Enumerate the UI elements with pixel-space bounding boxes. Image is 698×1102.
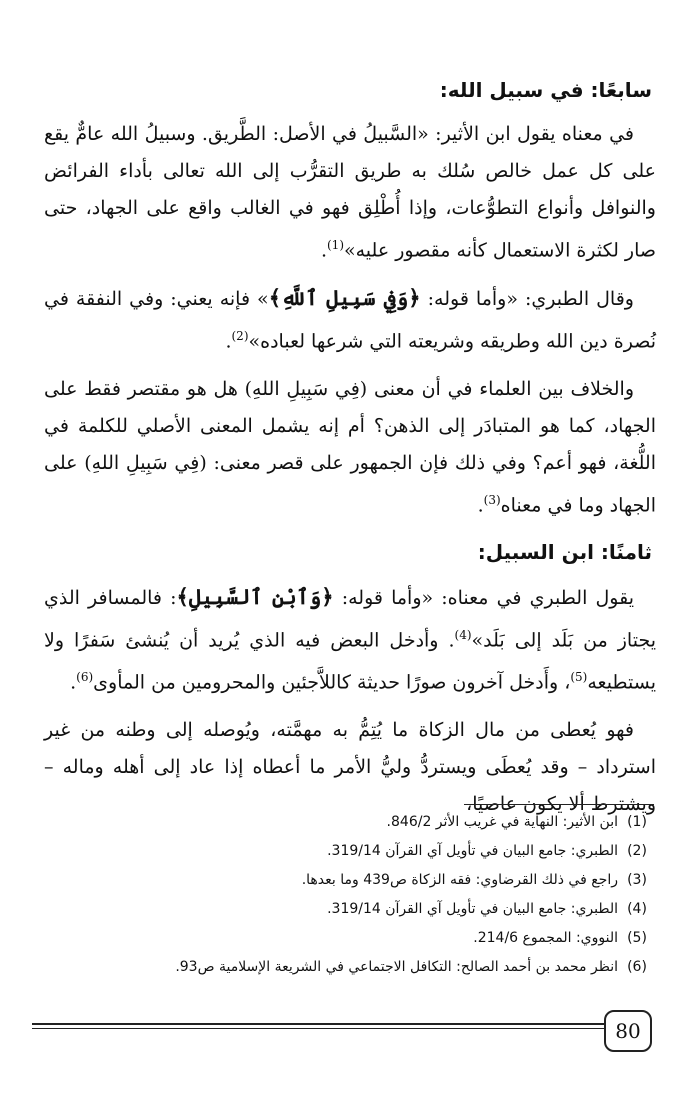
footnote (44, 843, 656, 872)
footnote-ref: (3) (483, 492, 501, 507)
footnote (44, 930, 656, 959)
footnote-text: ابن الأثير: النهاية في غريب الأثر 846/2. (386, 814, 618, 830)
footnote-text: راجع في ذلك القرضاوي: فقه الزكاة ص439 وما بعدها. (301, 872, 618, 888)
footnotes (44, 814, 656, 988)
paragraph-text: وقال الطبري: «وأما قوله: (420, 288, 634, 311)
footnote-text: انظر محمد بن أحمد الصالح: التكافل الاجتماعي في الشريعة الإسلامية ص93. (175, 959, 618, 975)
footnote (44, 901, 656, 930)
paragraph-end: . (225, 330, 232, 353)
footnote-ref: (1) (326, 238, 344, 252)
footnote-text: الطبري: جامع البيان في تأويل آي القرآن 319/14. (327, 843, 618, 859)
footnote (44, 959, 656, 988)
footer-rule (32, 1023, 604, 1025)
paragraph-text: : فالمسافر الذي يجتاز من بَلَد إلى بَلَد» (44, 586, 657, 652)
paragraph-text: يقول الطبري في معناه: «وأما قوله: (333, 586, 635, 609)
paragraph-end: . (320, 239, 327, 262)
footnote-ref: (2) (231, 329, 249, 344)
footnote-text: النووي: المجموع 214/6. (473, 930, 618, 946)
paragraph (44, 279, 656, 360)
footnote-number: (3) (627, 872, 647, 888)
section-heading-ibn-sabil: ثامنًا: ابن السبيل: (477, 539, 652, 564)
footnote-ref: (6) (76, 670, 94, 685)
footnote-ref: (4) (454, 627, 472, 642)
footnote-number: (6) (627, 959, 647, 975)
body-text (44, 78, 656, 833)
footnote-text: الطبري: جامع البيان في تأويل آي القرآن 319/14. (327, 901, 618, 917)
footer-rule (32, 1028, 604, 1029)
footnote-separator (464, 804, 654, 805)
footnote-number: (5) (627, 930, 647, 946)
paragraph-text: ، وأَدخل آخرون صورًا حديثة كاللاَّجئين والمحرومين من المأوى (93, 671, 571, 694)
paragraph-text: » فإنه يعني: وفي النفقة في نُصرة دين الله وطريقه وشريعته التي شرعها لعباده» (44, 288, 656, 353)
paragraph (44, 578, 656, 702)
paragraph-text: . وأدخل البعض فيه الذي يُريد أن يُنشئ سَفرًا ولا يستطيعه (44, 629, 656, 694)
paragraph (44, 116, 656, 269)
paragraph-text: في معناه يقول ابن الأثير: «السَّبيلُ في الأصل: الطَّريق. وسبيلُ الله عامٌّ يقع على كل عمل خالص سُلك به طريق التقرُّب إلى الله تعالى بأداء الفرائض والنوافل وأنواع التطوُّعات، وإذا أُطْلِق فهو في الغالب واقع على الجهاد، حتى صار لكثرة الاستعمال كأنه مقصور عليه» (44, 123, 656, 262)
paragraph (44, 371, 656, 524)
paragraph-end: . (477, 493, 484, 516)
footnote-number: (2) (627, 843, 647, 859)
footnote-number: (1) (627, 814, 647, 830)
page-number: 80 (604, 1010, 652, 1052)
paragraph-text: فهو يُعطى من مال الزكاة ما يُتِمُّ به مهمَّته، ويُوصله إلى وطنه من غير استرداد – وقد يُعطَى ويستردُّ وليُّ الأمر ما أعطاه إذا عاد إلى أهله وماله – ويشترط ألا يكون عاصيًا، (44, 718, 656, 815)
quran-quote: ﴿وَٱبْنِ ٱلسَّبِيلِ﴾ (176, 583, 334, 609)
paragraph (44, 712, 656, 823)
footnote-ref: (5) (570, 670, 588, 685)
footnote (44, 814, 656, 843)
section-heading-fi-sabil-allah: سابعًا: في سبيل الله: (439, 78, 652, 102)
quran-quote: ﴿وَفِي سَبِيلِ ٱللَّهِ﴾ (268, 285, 421, 311)
footnote (44, 872, 656, 901)
footnote-number: (4) (627, 901, 647, 917)
paragraph-text: والخلاف بين العلماء في أن معنى (فِي سَبِيلِ اللهِ) هل هو مقتصر فقط على الجهاد، كما هو المتبادَر إلى الذهن؟ أم إنه يشمل المعنى الأصلي للكلمة في اللُّغة، فهو أعم؟ وفي ذلك فإن الجمهور على قصر معنى: (فِي سَبِيلِ اللهِ) على الجهاد وما في معناه (44, 377, 657, 516)
paragraph-end: . (70, 671, 77, 694)
